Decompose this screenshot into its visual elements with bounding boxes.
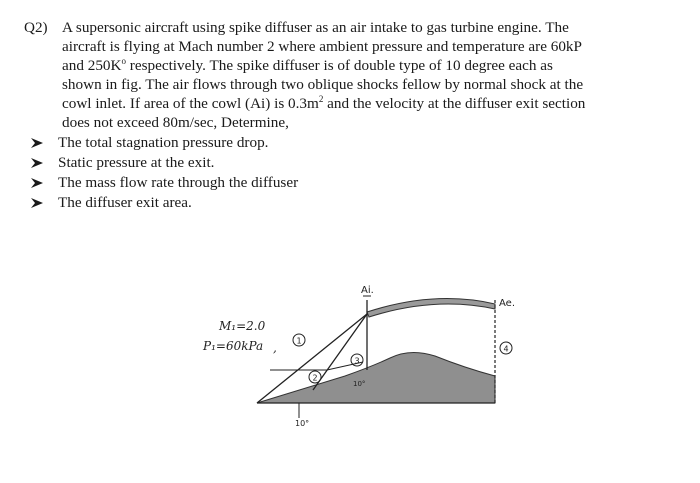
bullet-text: The total stagnation pressure drop.: [58, 134, 269, 151]
list-item: [30, 133, 298, 153]
question-line-5: cowl inlet. If area of the cowl (Ai) is $0.3m^2$ and the velocity at the diffuser exit section: [62, 93, 586, 112]
mach-label: M₁=2.0: [219, 319, 266, 333]
question-line: [24, 56, 664, 75]
list-item: [30, 153, 298, 173]
svg-text:2: 2: [312, 373, 318, 383]
svg-text:3: 3: [354, 356, 360, 366]
question-text-block: [24, 18, 664, 132]
inlet-area-label: Ai.: [361, 285, 374, 296]
question-line-4: shown in fig. The air flows through two oblique shocks fellow by normal shock at the: [62, 76, 584, 93]
list-item: [30, 193, 298, 213]
bullet-text: The mass flow rate through the diffuser: [58, 174, 299, 191]
exit-area-label: Ae.: [499, 298, 515, 309]
bullet-list: [30, 133, 298, 213]
question-line-3: and $250K^o$ respectively. The spike diffuser is of double type of 10 degree each as: [62, 55, 553, 74]
arrow-bullet-icon: [30, 197, 44, 209]
arrow-bullet-icon: [30, 177, 44, 189]
angle-label-inner: 10°: [353, 380, 366, 388]
pressure-label: P₁=60kPa: [203, 339, 264, 353]
region-4-marker: [500, 342, 512, 354]
question-line-2: aircraft is flying at Mach number 2 where ambient pressure and temperature are 60kP: [62, 38, 582, 55]
region-2-marker: [309, 371, 321, 383]
bullet-text: The diffuser exit area.: [58, 194, 192, 211]
cowl-shape: [367, 299, 495, 317]
question-number: Q2): [24, 19, 48, 36]
question-line-6: does not exceed 80m/sec, Determine,: [62, 114, 289, 131]
angle-label-bottom: 10°: [295, 419, 310, 428]
question-line: [24, 113, 664, 132]
region-3-marker: [351, 354, 363, 366]
region-1-marker: [293, 334, 305, 346]
svg-text:4: 4: [503, 344, 509, 354]
question-line: [24, 75, 664, 94]
question-line: [24, 94, 664, 113]
spike-diffuser-figure: [195, 278, 525, 438]
question-line-1: A supersonic aircraft using spike diffuser as an air intake to gas turbine engine. The: [62, 19, 569, 36]
list-item: [30, 173, 298, 193]
arrow-bullet-icon: [30, 157, 44, 169]
svg-text:1: 1: [296, 336, 302, 346]
bullet-text: Static pressure at the exit.: [58, 154, 215, 171]
spike-body: [257, 352, 495, 403]
question-line: [24, 37, 664, 56]
arrow-bullet-icon: [30, 137, 44, 149]
label-comma: ,: [273, 341, 277, 355]
question-line: [24, 18, 664, 37]
